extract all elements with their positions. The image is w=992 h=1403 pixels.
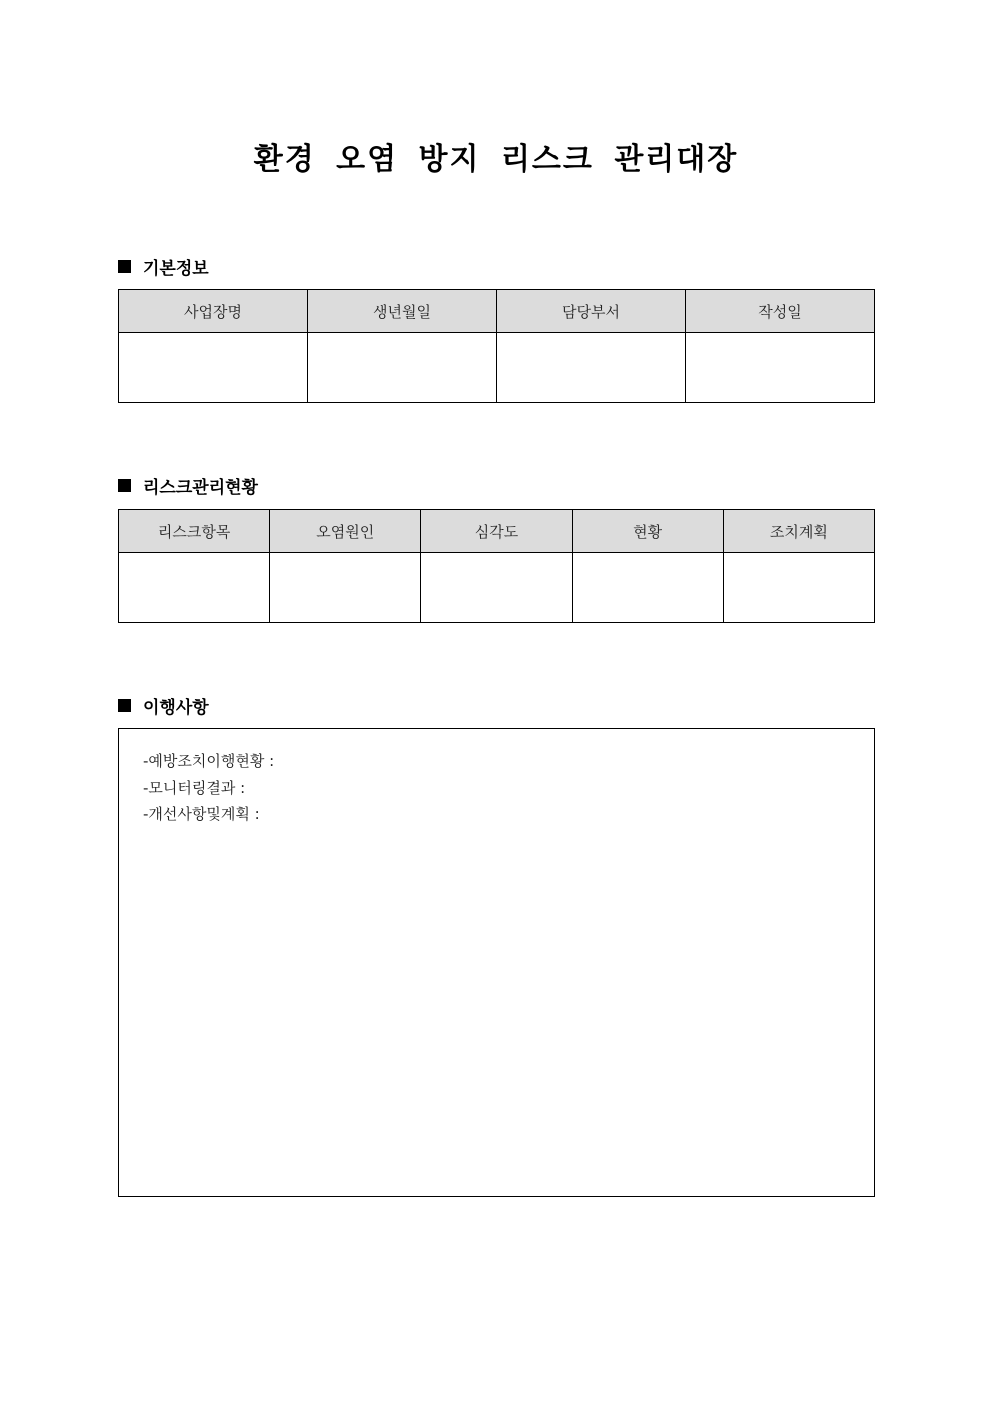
column-header: 오염원인 — [270, 510, 421, 553]
section-heading-label: 이행사항 — [143, 698, 209, 718]
risk-status-table — [118, 509, 875, 623]
table-row — [119, 333, 875, 403]
table-row — [119, 553, 875, 623]
column-header: 조치계획 — [723, 510, 874, 553]
basic-info-table — [118, 289, 875, 403]
birthdate-cell[interactable] — [308, 333, 497, 403]
section-heading-implementation — [118, 693, 209, 718]
section-heading-label: 리스크관리현황 — [143, 478, 258, 498]
status-cell[interactable] — [572, 553, 723, 623]
document-title: 환경 오염 방지 리스크 관리대장 — [253, 142, 739, 177]
square-bullet-icon — [118, 699, 131, 712]
date-written-cell[interactable] — [686, 333, 875, 403]
table-header-row — [119, 290, 875, 333]
square-bullet-icon — [118, 260, 131, 273]
prevention-status-line: -예방조치이행현황 : — [143, 752, 275, 770]
column-header: 리스크항목 — [119, 510, 270, 553]
square-bullet-icon — [118, 479, 131, 492]
severity-cell[interactable] — [421, 553, 572, 623]
risk-item-cell[interactable] — [119, 553, 270, 623]
column-header: 작성일 — [686, 290, 875, 333]
department-cell[interactable] — [497, 333, 686, 403]
business-name-cell[interactable] — [119, 333, 308, 403]
column-header: 심각도 — [421, 510, 572, 553]
implementation-notes-box[interactable] — [118, 728, 875, 1197]
section-heading-label: 기본정보 — [143, 259, 209, 279]
column-header: 생년월일 — [308, 290, 497, 333]
action-plan-cell[interactable] — [723, 553, 874, 623]
column-header: 현황 — [572, 510, 723, 553]
column-header: 담당부서 — [497, 290, 686, 333]
column-header: 사업장명 — [119, 290, 308, 333]
section-heading-basic-info — [118, 254, 209, 279]
table-header-row — [119, 510, 875, 553]
section-heading-risk-status — [118, 473, 258, 498]
monitoring-result-line: -모니터링결과 : — [143, 779, 246, 797]
improvement-plan-line: -개선사항및계획 : — [143, 805, 260, 823]
pollution-cause-cell[interactable] — [270, 553, 421, 623]
